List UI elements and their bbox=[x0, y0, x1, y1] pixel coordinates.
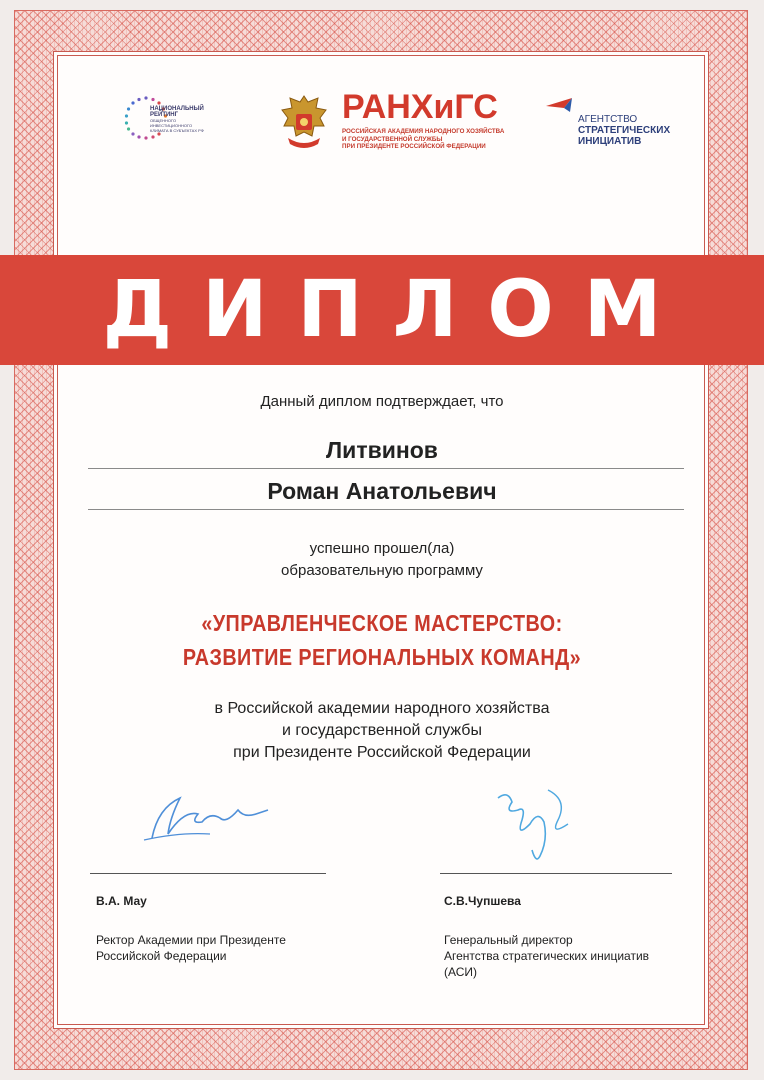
rating-line: КЛИМАТА В СУБЪЕКТАХ РФ bbox=[150, 128, 204, 133]
asi-line: АГЕНТСТВО bbox=[578, 114, 638, 125]
asi-logo-text bbox=[578, 114, 670, 147]
ranepa-sub-line: РОССИЙСКАЯ АКАДЕМИЯ НАРОДНОГО ХОЗЯЙСТВА bbox=[342, 128, 505, 135]
recipient-surname: Литвинов bbox=[326, 437, 438, 463]
logo-row bbox=[100, 86, 700, 176]
role-line: Российской Федерации bbox=[96, 949, 227, 963]
signature-line bbox=[90, 873, 326, 874]
rector-name: В.А. Мау bbox=[96, 894, 147, 908]
rector-role bbox=[96, 932, 286, 964]
ranepa-sub-line: ПРИ ПРЕЗИДЕНТЕ РОССИЙСКОЙ ФЕДЕРАЦИИ bbox=[342, 143, 486, 150]
ranepa-logo bbox=[278, 86, 518, 166]
role-line: Генеральный директор bbox=[444, 933, 573, 947]
director-role bbox=[444, 932, 649, 980]
director-signature bbox=[478, 780, 588, 870]
asi-arrow-icon bbox=[544, 96, 584, 116]
academy-line: в Российской академии народного хозяйства bbox=[214, 700, 550, 717]
academy-line: и государственной службы bbox=[282, 722, 482, 739]
national-rating-logo bbox=[122, 94, 232, 154]
completion-line: образовательную программу bbox=[281, 562, 483, 579]
role-line: Ректор Академии при Президенте bbox=[96, 933, 286, 947]
name-underline bbox=[88, 509, 684, 510]
ranepa-title: РАНХиГС bbox=[342, 88, 498, 126]
recipient-given-names: Роман Анатольевич bbox=[267, 478, 497, 504]
rector-signature bbox=[140, 788, 280, 848]
ranepa-sub-line: И ГОСУДАРСТВЕННОЙ СЛУЖБЫ bbox=[342, 135, 443, 143]
name-underline bbox=[88, 468, 684, 469]
completion-text bbox=[0, 538, 764, 582]
program-title bbox=[53, 606, 710, 674]
rating-line: РЕЙТИНГ bbox=[150, 112, 179, 118]
program-line: «УПРАВЛЕНЧЕСКОЕ МАСТЕРСТВО: bbox=[201, 610, 563, 636]
title-banner bbox=[0, 255, 764, 365]
academy-text bbox=[0, 698, 764, 764]
signature-line bbox=[440, 873, 672, 874]
double-eagle-emblem-icon bbox=[278, 92, 330, 152]
role-line: Агентства стратегических инициатив bbox=[444, 949, 650, 963]
rating-line: ОБЩЕННОГО bbox=[150, 118, 177, 123]
diploma-title: ДИПЛОМ bbox=[102, 265, 692, 355]
director-name: С.В.Чупшева bbox=[444, 894, 521, 908]
academy-line: при Президенте Российской Федерации bbox=[233, 744, 531, 761]
rating-line: ИНВЕСТИЦИОННОГО bbox=[150, 123, 193, 128]
confirmation-text: Данный диплом подтверждает, что bbox=[260, 393, 504, 410]
role-line: (АСИ) bbox=[444, 965, 478, 979]
asi-logo bbox=[544, 96, 684, 156]
asi-line: СТРАТЕГИЧЕСКИХ bbox=[578, 125, 671, 136]
asi-line: ИНИЦИАТИВ bbox=[578, 136, 642, 147]
ranepa-subtitle bbox=[342, 128, 512, 151]
rating-logo-text bbox=[150, 106, 230, 133]
program-line: РАЗВИТИЕ РЕГИОНАЛЬНЫХ КОМАНД» bbox=[182, 644, 582, 670]
completion-line: успешно прошел(ла) bbox=[309, 540, 455, 557]
rating-line: НАЦИОНАЛЬНЫЙ bbox=[150, 106, 204, 112]
